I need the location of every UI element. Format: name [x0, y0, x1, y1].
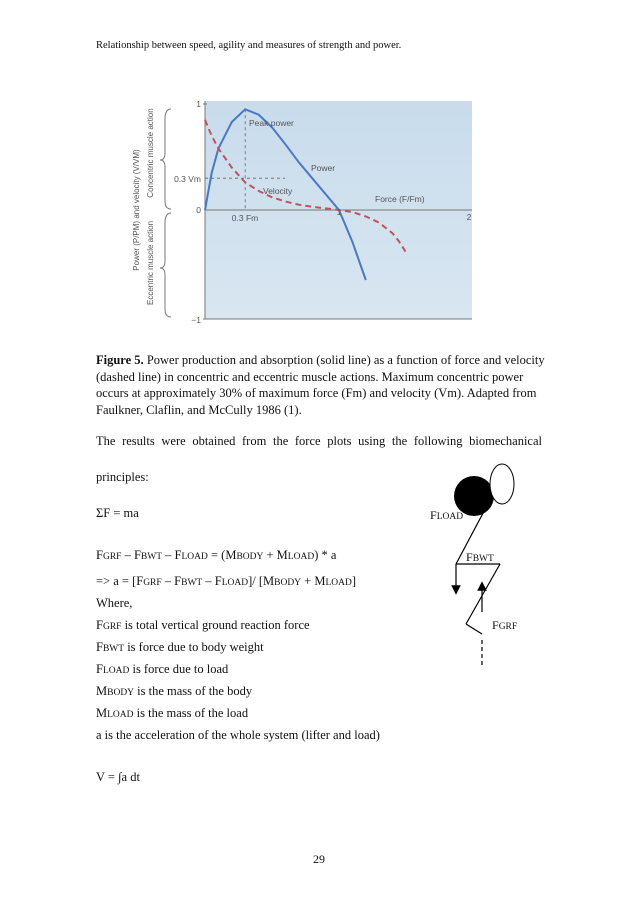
fbwt-label: FBWT [466, 550, 494, 564]
definition-mbody: MBODY is the mass of the body [96, 684, 253, 698]
intro-line-2: principles: [96, 470, 149, 484]
running-header: Relationship between speed, agility and measures of strength and power. [96, 40, 402, 51]
equation-net-force: FGRF – FBWT – FLOAD = (MBODY + MLOAD) * a [96, 548, 337, 562]
figure-label: Figure 5. [96, 353, 144, 367]
equation-velocity: V = ∫a dt [96, 770, 140, 784]
fload-label: FLOAD [430, 508, 464, 522]
y-tick-label-vm: 0.3 Vm [174, 174, 201, 184]
lifter-head-outline [490, 464, 514, 504]
figure-caption [96, 352, 546, 418]
definition-acceleration: a is the acceleration of the whole system (lifter and load) [96, 728, 380, 742]
x-axis-label: Force (F/Fm) [375, 194, 425, 204]
equation-sum-force: ΣF = ma [96, 506, 139, 520]
definition-fbwt: FBWT is force due to body weight [96, 640, 264, 654]
definition-fload: FLOAD is force due to load [96, 662, 229, 676]
force-diagram [420, 460, 560, 670]
body-segment-lower [466, 564, 500, 624]
force-velocity-power-chart [125, 93, 497, 333]
power-annotation: Power [311, 163, 336, 173]
x-tick-label-one: 1 [336, 207, 342, 217]
biomechanical-diagram [420, 460, 560, 670]
x-tick-label-fm: 0.3 Fm [231, 213, 259, 223]
y-axis-label: Power (P/PM) and velocity (V/VM) [132, 149, 141, 271]
definition-mload: MLOAD is the mass of the load [96, 706, 249, 720]
figure-5 [125, 93, 497, 333]
y-tick-label-top: 1 [196, 99, 201, 109]
peak-power-annotation: Peak power [249, 118, 294, 128]
y-tick-label-zero: 0 [196, 205, 201, 215]
equation-acceleration: => a = [FGRF – FBWT – FLOAD]/ [MBODY + MLOAD] [96, 574, 357, 588]
concentric-label: Concentric muscle action [146, 108, 155, 198]
intro-line-1: The results were obtained from the force plots using the following biomechanical [96, 434, 542, 448]
caption-text: Power production and absorption (solid line) as a function of force and velocity (dashed line) in concentric and eccentric muscle actions. Maximum concentric power occurs at approximately 30% of maximum force (Fm) and velocity (Vm). Adapted from Faulkner, Claflin, and McCully 1986 (1). [96, 353, 545, 417]
definition-fgrf: FGRF is total vertical ground reaction force [96, 618, 310, 632]
eccentric-label: Eccentric muscle action [146, 220, 155, 306]
velocity-annotation: Velocity [263, 186, 293, 196]
y-tick-label-bottom: −1 [191, 315, 201, 325]
x-tick-label-two: 2 [466, 212, 472, 222]
page-number: 29 [313, 852, 325, 866]
foot-segment [466, 624, 482, 634]
fgrf-label: FGRF [492, 618, 518, 632]
where-label: Where, [96, 596, 133, 610]
